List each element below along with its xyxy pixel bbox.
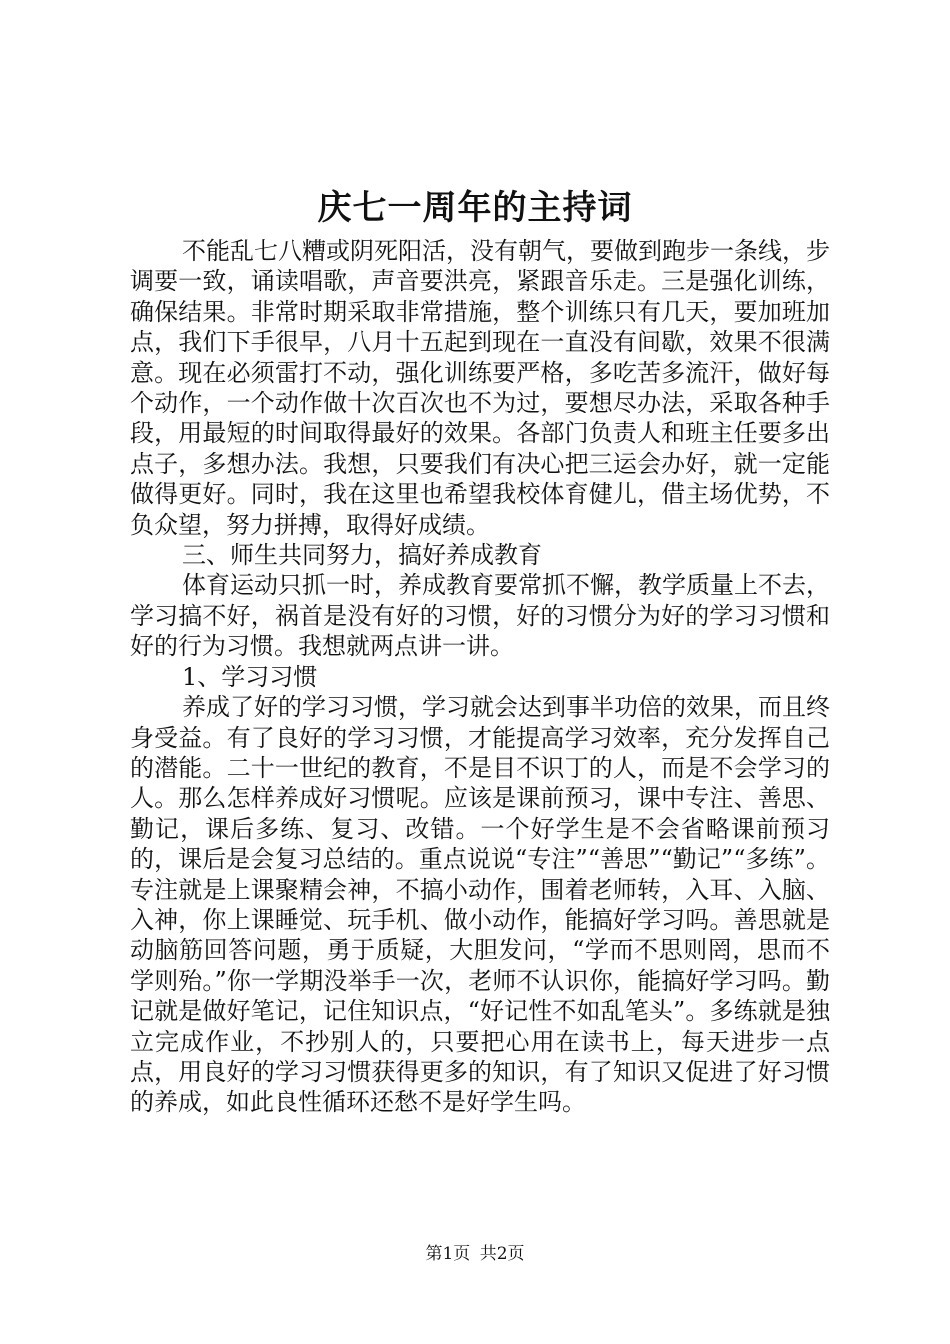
section-heading: 三、师生共同努力，搞好养成教育 (182, 541, 542, 570)
document-title: 庆七一周年的主持词 (317, 188, 633, 228)
page-footer (0, 1243, 950, 1265)
document-body (130, 236, 830, 1118)
page-total: 共2页 (479, 1244, 525, 1264)
paragraph: 体育运动只抓一时，养成教育要常抓不懈，教学质量上不去，学习搞不好，祸首是没有好的习惯，好的习惯分为好的学习习惯和好的行为习惯。我想就两点讲一讲。 (130, 571, 830, 661)
paragraph: 养成了好的学习习惯，学习就会达到事半功倍的效果，而且终身受益。有了良好的学习习惯，才能提高学习效率，充分发挥自己的潜能。二十一世纪的教育，不是目不识丁的人，而是不会学习的人。那么怎样养成好习惯呢。应该是课前预习，课中专注、善思、勤记，课后多练、复习、改错。一个好学生是不会省略课前预习的，课后是会复习总结的。重点说说“专注”“善思”“勤记”“多练”。专注就是上课聚精会神，不搞小动作，围着老师转，入耳、入脑、入神，你上课睡觉、玩手机、做小动作，能搞好学习吗。善思就是动脑筋回答问题，勇于质疑，大胆发问，“学而不思则罔，思而不学则殆。”你一学期没举手一次，老师不认识你，能搞好学习吗。勤记就是做好笔记，记住知识点，“好记性不如乱笔头”。多练就是独立完成作业，不抄别人的，只要把心用在读书上，每天进步一点点，用良好的学习习惯获得更多的知识，有了知识又促进了好习惯的养成，如此良性循环还愁不是好学生吗。 (130, 693, 830, 1117)
page-number: 第1页 (425, 1244, 471, 1264)
subsection-heading: 1、学习习惯 (182, 662, 318, 691)
paragraph: 不能乱七八糟或阴死阳活，没有朝气，要做到跑步一条线，步调要一致，诵读唱歌，声音要洪亮，紧跟音乐走。三是强化训练，确保结果。非常时期采取非常措施，整个训练只有几天，要加班加点，我们下手很早，八月十五起到现在一直没有间歇，效果不很满意。现在必须雷打不动，强化训练要严格，多吃苦多流汗，做好每个动作，一个动作做十次百次也不为过，要想尽办法，采取各种手段，用最短的时间取得最好的效果。各部门负责人和班主任要多出点子，多想办法。我想，只要我们有决心把三运会办好，就一定能做得更好。同时，我在这里也希望我校体育健儿，借主场优势，不负众望，努力拼搏，取得好成绩。 (130, 237, 830, 539)
